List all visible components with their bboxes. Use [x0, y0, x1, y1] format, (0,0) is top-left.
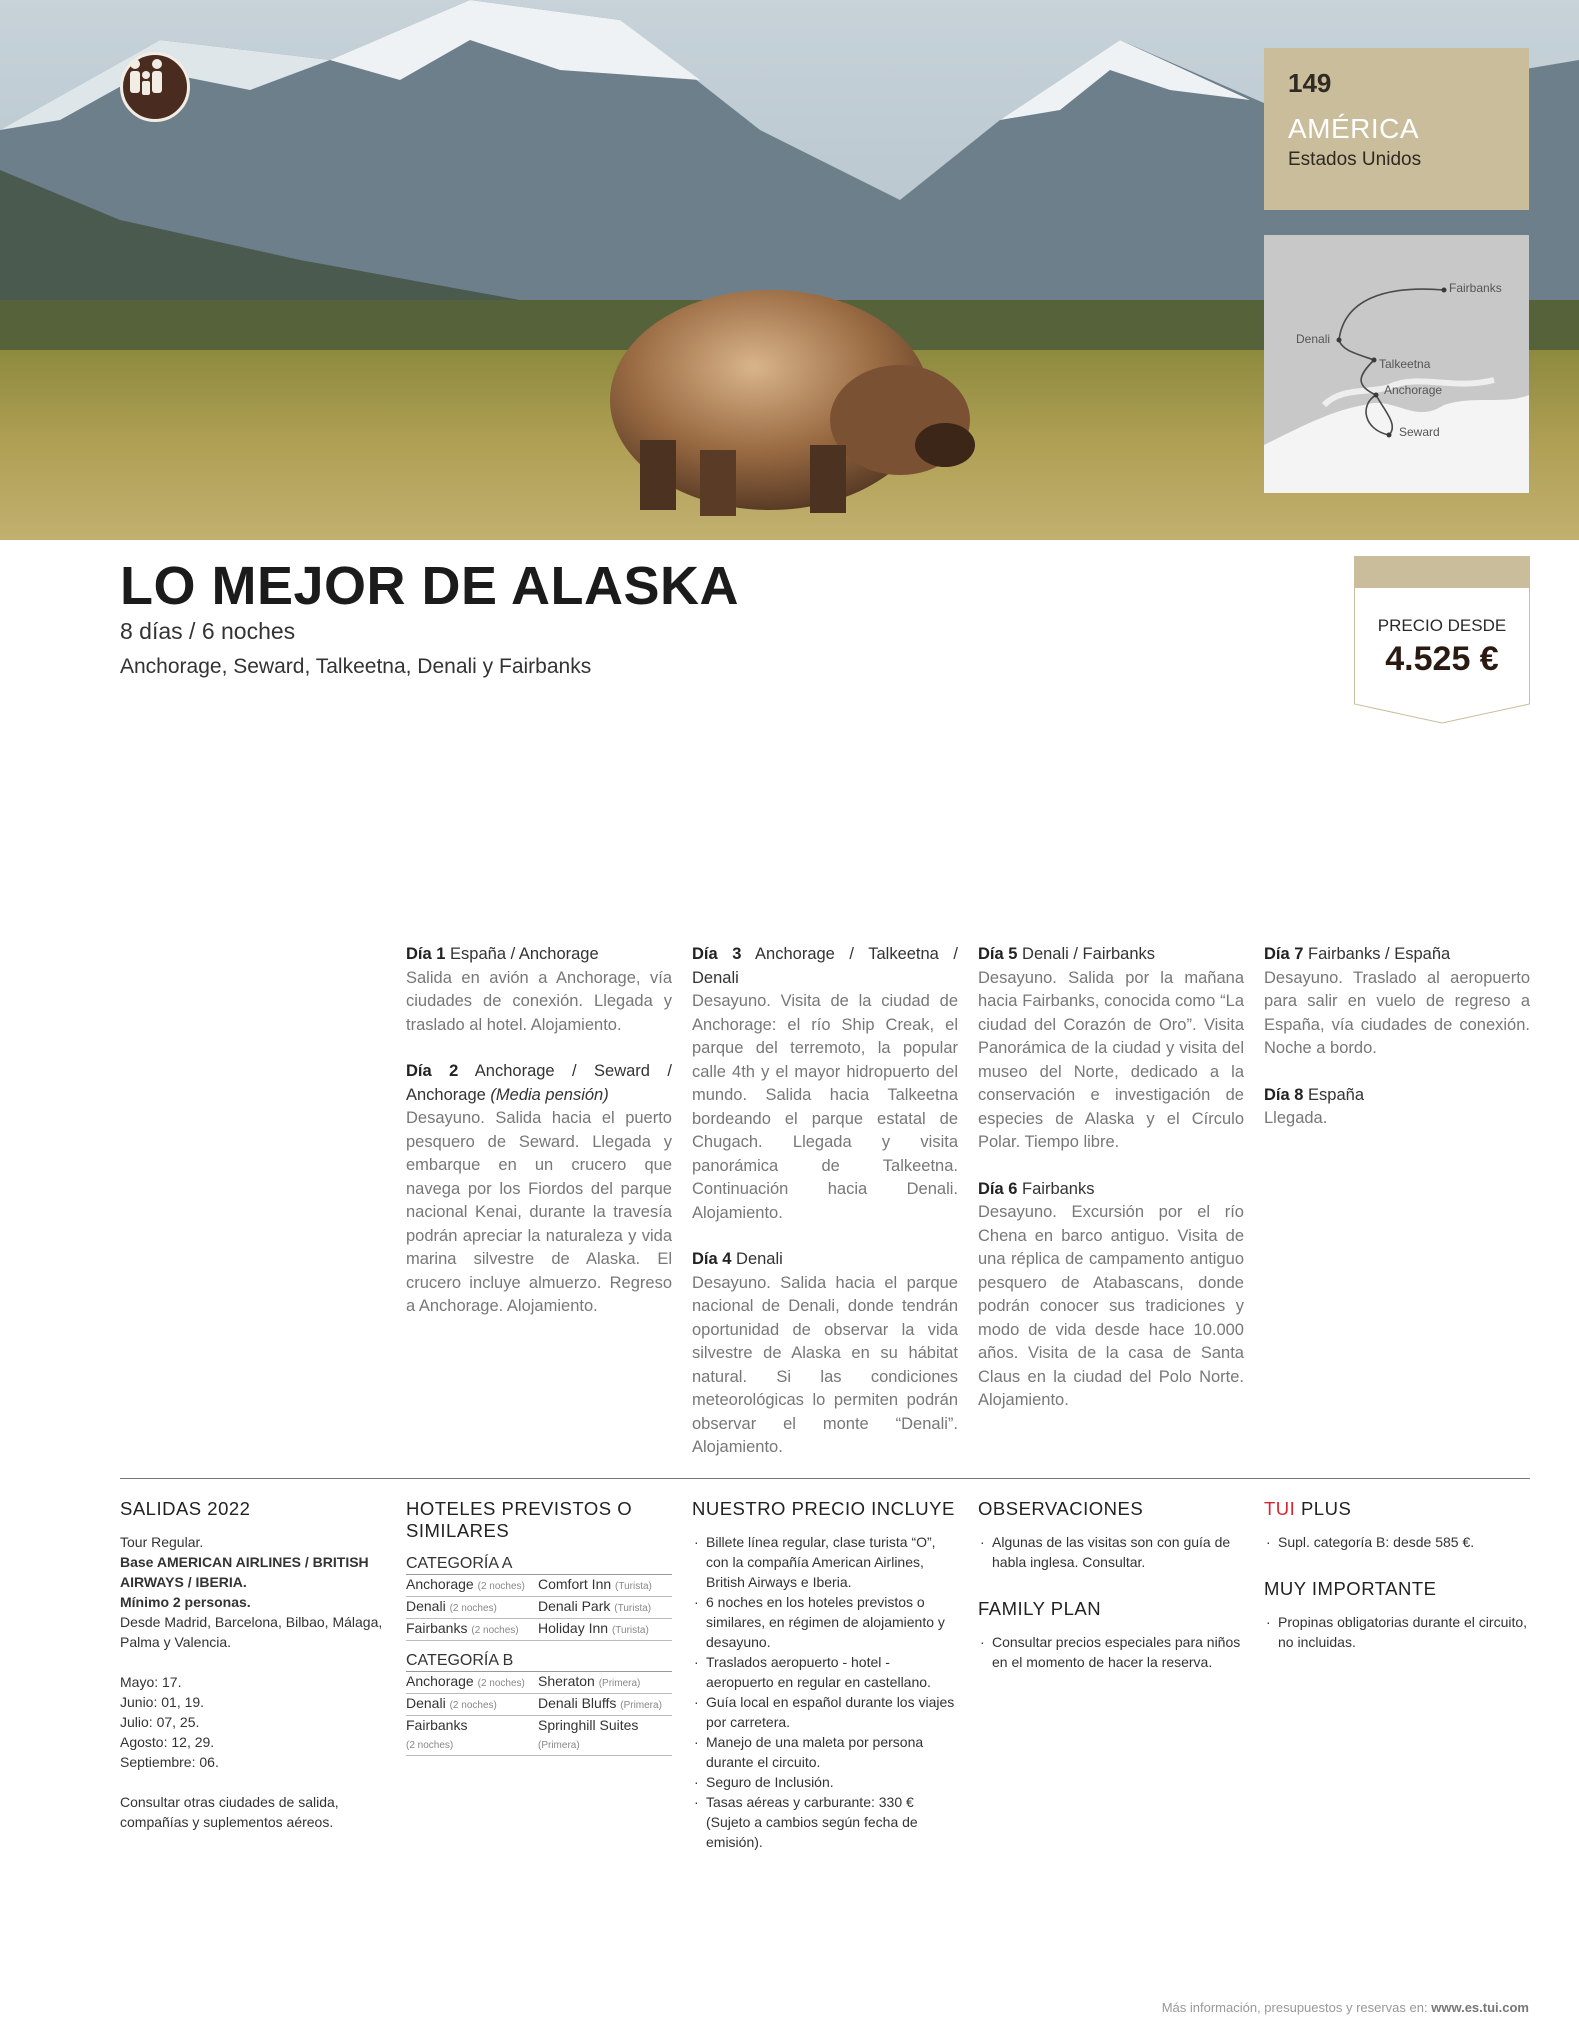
map-label-anchorage: Anchorage: [1384, 383, 1443, 397]
salidas-section: SALIDAS 2022 Tour Regular. Base AMERICAN AIRLINES / BRITISH AIRWAYS / IBERIA. Mínimo 2 personas. Desde Madrid, Barcelona, Bilbao, Málaga, Palma y Valencia. Mayo: 17. Junio: 01, 19. Julio: 07, 25. Agosto: 12, 29. Septiembre: 06. Consultar otras ciudades de salida, compañías y suplementos aéreos.: [120, 1498, 386, 1832]
tui-plus-heading: TUI PLUS: [1264, 1498, 1352, 1519]
page-number: 149: [1288, 68, 1332, 98]
map-label-fairbanks: Fairbanks: [1449, 281, 1502, 295]
itinerary-col-3: [978, 943, 1244, 1436]
hotel-row: Denali (2 noches) Denali Park (Turista): [406, 1597, 672, 1619]
salidas-heading: SALIDAS 2022: [120, 1498, 251, 1519]
hoteles-section: [406, 1498, 672, 1756]
hotel-category: CATEGORÍA B: [406, 1651, 672, 1672]
map-label-talkeetna: Talkeetna: [1379, 357, 1431, 371]
price-badge: [1354, 556, 1530, 724]
list-item: · Tasas aéreas y carburante: 330 € (Sujeto a cambios según fecha de emisión).: [692, 1792, 958, 1852]
itinerary-day-2: Día 2 Anchorage / Seward / Anchorage (Media pensión) Desayuno. Salida hacia el puerto pesquero de Seward. Llegada y embarque en un crucero que navega por los Fiordos del parque nacional Kenai, durante la travesía podrán apreciar la naturaleza y vida marina silvestre de Alaska. El crucero incluye almuerzo. Regreso a Anchorage. Alojamiento.: [406, 1062, 672, 1315]
map-label-denali: Denali: [1296, 332, 1331, 346]
itinerary-day-4: Día 4 Denali Desayuno. Salida hacia el parque nacional de Denali, donde tendrán oportunidad de observar la vida silvestre de Alaska en su hábitat natural. Si las condiciones meteorológicas lo permiten podrán observar el monte “Denali”. Alojamiento.: [692, 1250, 958, 1456]
family-plan-heading: FAMILY PLAN: [978, 1598, 1102, 1619]
map-label-seward: Seward: [1399, 425, 1440, 439]
footer-text: Más información, presupuestos y reservas en:: [1161, 2000, 1428, 2015]
list-item: · Supl. categoría B: desde 585 €.: [1264, 1532, 1530, 1552]
region-name: AMÉRICA: [1288, 113, 1420, 144]
itinerary-col-2: [692, 943, 958, 1483]
itinerary-col-1: [406, 943, 672, 1342]
family-icon: [120, 52, 190, 122]
price-label: PRECIO DESDE: [1377, 616, 1507, 635]
hotel-category: CATEGORÍA A: [406, 1554, 672, 1575]
hotel-row: Fairbanks (2 noches) Holiday Inn (Turista): [406, 1619, 672, 1641]
country-name: Estados Unidos: [1288, 149, 1422, 170]
salida-date: Julio: 07, 25.: [120, 1714, 200, 1730]
region-box: [1264, 48, 1529, 210]
incluye-section: [692, 1498, 958, 1852]
tour-duration: 8 días / 6 noches: [120, 618, 296, 644]
salida-date: Agosto: 12, 29.: [120, 1734, 215, 1750]
tour-title: LO MEJOR DE ALASKA: [120, 556, 740, 616]
tui-plus-section: [1264, 1498, 1530, 1652]
itinerary-day-5: Día 5 Denali / Fairbanks Desayuno. Salida por la mañana hacia Fairbanks, conocida como “La ciudad del Corazón de Oro”. Visita Panorámica de la ciudad y visita del museo del Norte, dedicado a la conservación e investigación de especies de Alaska y el Círculo Polar. Tiempo libre.: [978, 945, 1244, 1151]
tour-cities: Anchorage, Seward, Talkeetna, Denali y Fairbanks: [120, 655, 592, 678]
route-map: [1264, 235, 1529, 493]
list-item: · Seguro de Inclusión.: [692, 1772, 958, 1792]
hotel-row: Anchorage (2 noches) Sheraton (Primera): [406, 1672, 672, 1694]
itinerary-day-3: Día 3 Anchorage / Talkeetna / Denali Desayuno. Visita de la ciudad de Anchorage: el río Ship Creak, el parque del terremoto, la popular calle 4th y el mayor hidropuerto del mundo. Salida hacia Talkeetna bordeando el parque estatal de Chugach. Llegada y visita panorámica de Talkeetna. Continuación hacia Denali. Alojamiento.: [692, 945, 958, 1222]
list-item: · Billete línea regular, clase turista “O”, con la compañía American Airlines, British Airways e Iberia.: [692, 1532, 958, 1592]
list-item: · Propinas obligatorias durante el circuito, no incluidas.: [1264, 1612, 1530, 1652]
hotel-row: Anchorage (2 noches) Comfort Inn (Turista): [406, 1575, 672, 1597]
hoteles-heading: HOTELES PREVISTOS O SIMILARES: [406, 1498, 633, 1541]
footer-link[interactable]: www.es.tui.com: [1431, 2000, 1529, 2015]
itinerary-day-6: Día 6 Fairbanks Desayuno. Excursión por el río Chena en barco antiguo. Visita de una réplica de campamento antiguo pesquero de Atabascans, donde podrán conocer sus tradiciones y modo de vida desde hace 10.000 años. Visita de la casa de Santa Claus en la ciudad del Polo Norte. Alojamiento.: [978, 1179, 1244, 1409]
itinerary-day-1: Día 1 España / Anchorage Salida en avión a Anchorage, vía ciudades de conexión. Llegada y traslado al hotel. Alojamiento.: [406, 945, 672, 1034]
importante-heading: MUY IMPORTANTE: [1264, 1578, 1437, 1599]
list-item: · Algunas de las visitas son con guía de habla inglesa. Consultar.: [978, 1532, 1244, 1572]
divider: [120, 1478, 1530, 1479]
hotel-row: Fairbanks (2 noches) Springhill Suites (Primera): [406, 1716, 672, 1756]
observaciones-section: [978, 1498, 1244, 1672]
list-item: · Traslados aeropuerto - hotel - aeropuerto en regular en castellano.: [692, 1652, 958, 1692]
footer: [1162, 2000, 1529, 2015]
list-item: · 6 noches en los hoteles previstos o similares, en régimen de alojamiento y desayuno.: [692, 1592, 958, 1652]
salida-date: Mayo: 17.: [120, 1674, 182, 1690]
list-item: · Guía local en español durante los viajes por carretera.: [692, 1692, 958, 1732]
incluye-heading: NUESTRO PRECIO INCLUYE: [692, 1498, 955, 1519]
itinerary-day-8: Día 8 España Llegada.: [1264, 1085, 1364, 1127]
itinerary-col-4: [1264, 943, 1530, 1154]
incluye-list: [692, 1532, 958, 1852]
list-item: · Consultar precios especiales para niños en el momento de hacer la reserva.: [978, 1632, 1244, 1672]
price-value: 4.525 €: [1385, 640, 1499, 678]
list-item: · Manejo de una maleta por persona durante el circuito.: [692, 1732, 958, 1772]
salida-date: Septiembre: 06.: [120, 1754, 219, 1770]
itinerary-day-7: Día 7 Fairbanks / España Desayuno. Traslado al aeropuerto para salir en vuelo de regreso a España, vía ciudades de conexión. Noche a bordo.: [1264, 945, 1530, 1057]
hero-image: [0, 0, 1579, 540]
hotel-row: Denali (2 noches) Denali Bluffs (Primera): [406, 1694, 672, 1716]
observaciones-heading: OBSERVACIONES: [978, 1498, 1144, 1519]
salidas-note: Consultar otras ciudades de salida, compañías y suplementos aéreos.: [120, 1794, 339, 1830]
salida-date: Junio: 01, 19.: [120, 1694, 205, 1710]
